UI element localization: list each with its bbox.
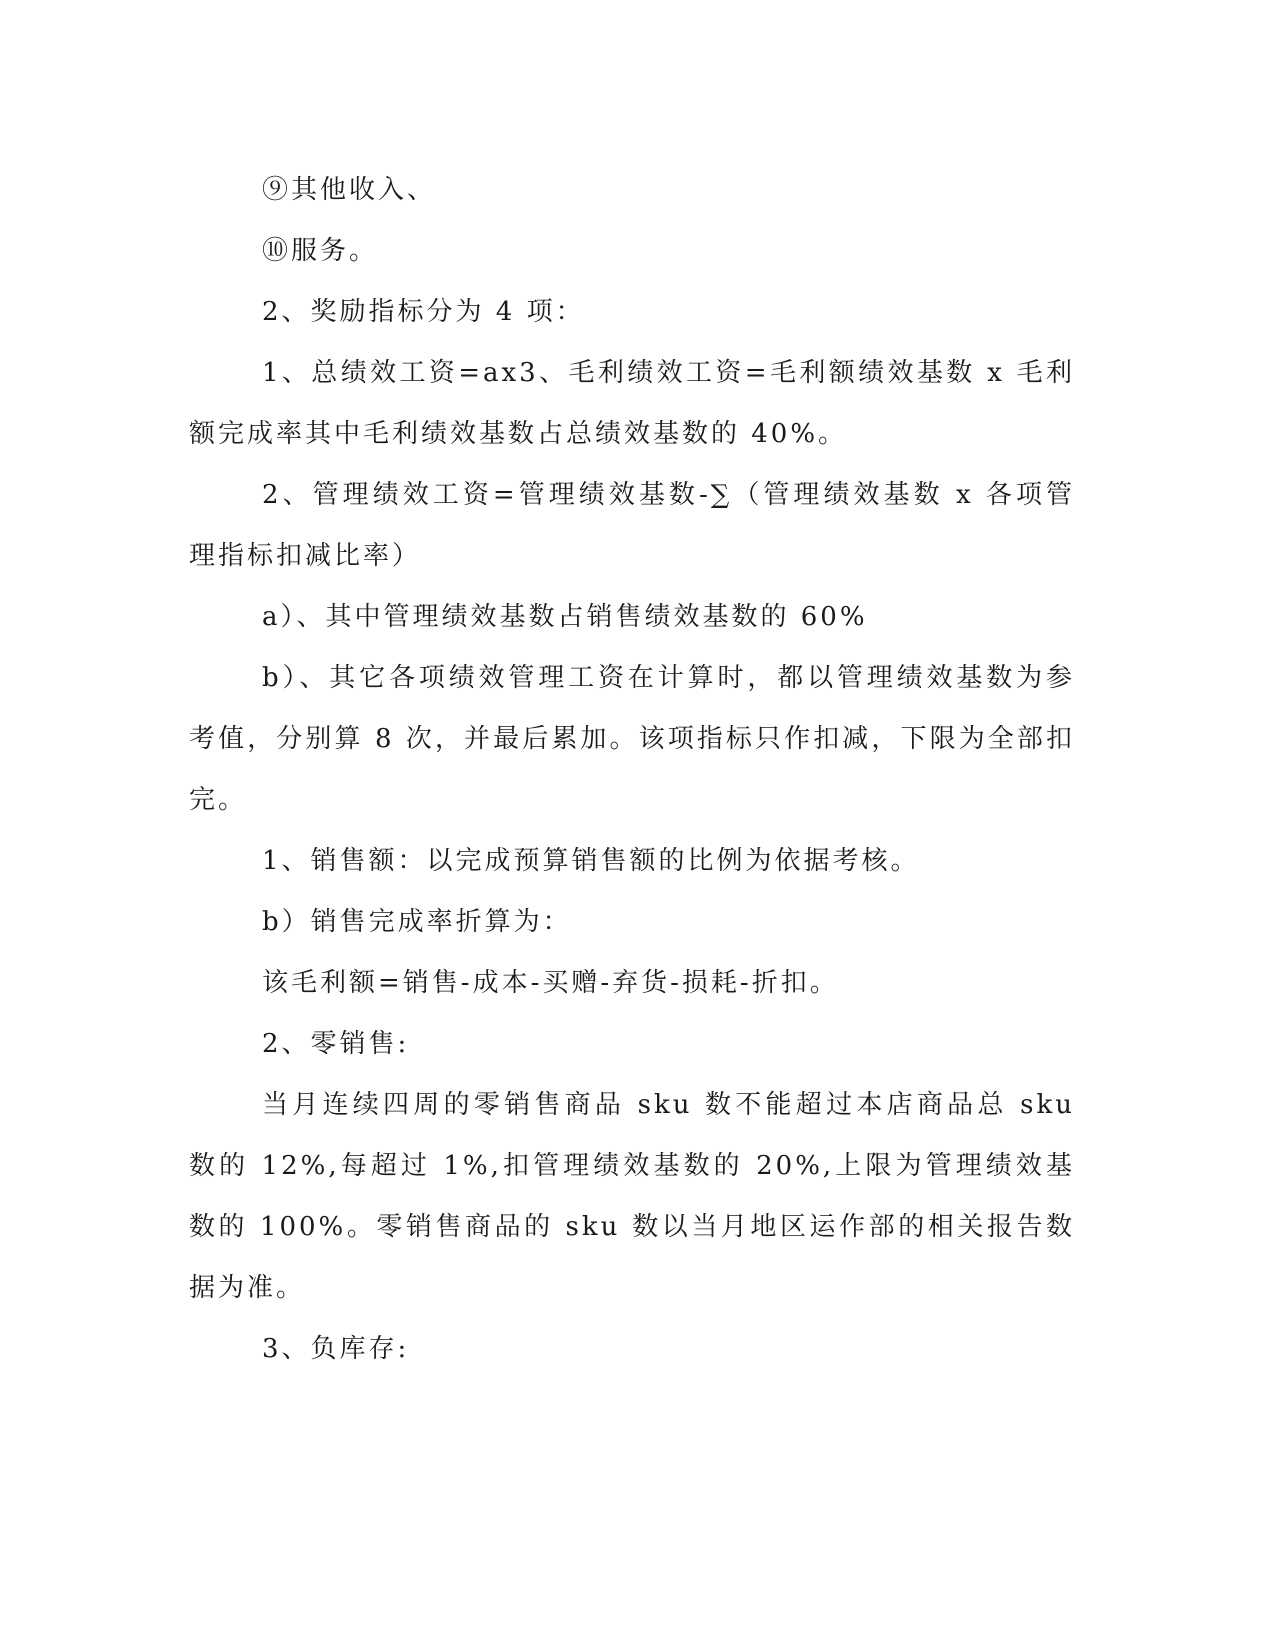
paragraph-management-pay: 2、管理绩效工资=管理绩效基数-∑（管理绩效基数 x 各项管理指标扣减比率） — [189, 480, 1075, 571]
paragraph-zero-sales-heading: 2、零销售: — [262, 1029, 410, 1059]
paragraph-sales-completion: b）销售完成率折算为： — [262, 907, 572, 937]
paragraph-negative-inventory-heading: 3、负库存: — [262, 1334, 410, 1364]
paragraph-sales-amount: 1、销售额：以完成预算销售额的比例为依据考核。 — [262, 846, 920, 876]
paragraph-service: ⑩服务。 — [262, 236, 379, 266]
paragraph-calculation-rule: b）、其它各项绩效管理工资在计算时，都以管理绩效基数为参考值，分别算 8 次，并最后累加。该项指标只作扣减，下限为全部扣完。 — [189, 663, 1075, 815]
paragraph-other-income: ⑨其他收入、 — [262, 175, 437, 205]
paragraph-reward-indicators: 2、奖励指标分为 4 项： — [262, 297, 585, 327]
paragraph-management-base-share: a）、其中管理绩效基数占销售绩效基数的 60% — [262, 602, 868, 632]
paragraph-gross-profit-pay: 1、总绩效工资=ax3、毛利绩效工资=毛利额绩效基数 x 毛利额完成率其中毛利绩效基数占总绩效基数的 40%。 — [189, 358, 1075, 449]
document-body — [189, 160, 1075, 1380]
paragraph-zero-sales-rule: 当月连续四周的零销售商品 sku 数不能超过本店商品总 sku 数的 12%,每超过 1%,扣管理绩效基数的 20%,上限为管理绩效基数的 100%。零销售商品的 sku 数以当月地区运作部的相关报告数据为准。 — [189, 1090, 1075, 1303]
paragraph-gross-profit-formula: 该毛利额=销售-成本-买赠-弃货-损耗-折扣。 — [262, 968, 839, 998]
